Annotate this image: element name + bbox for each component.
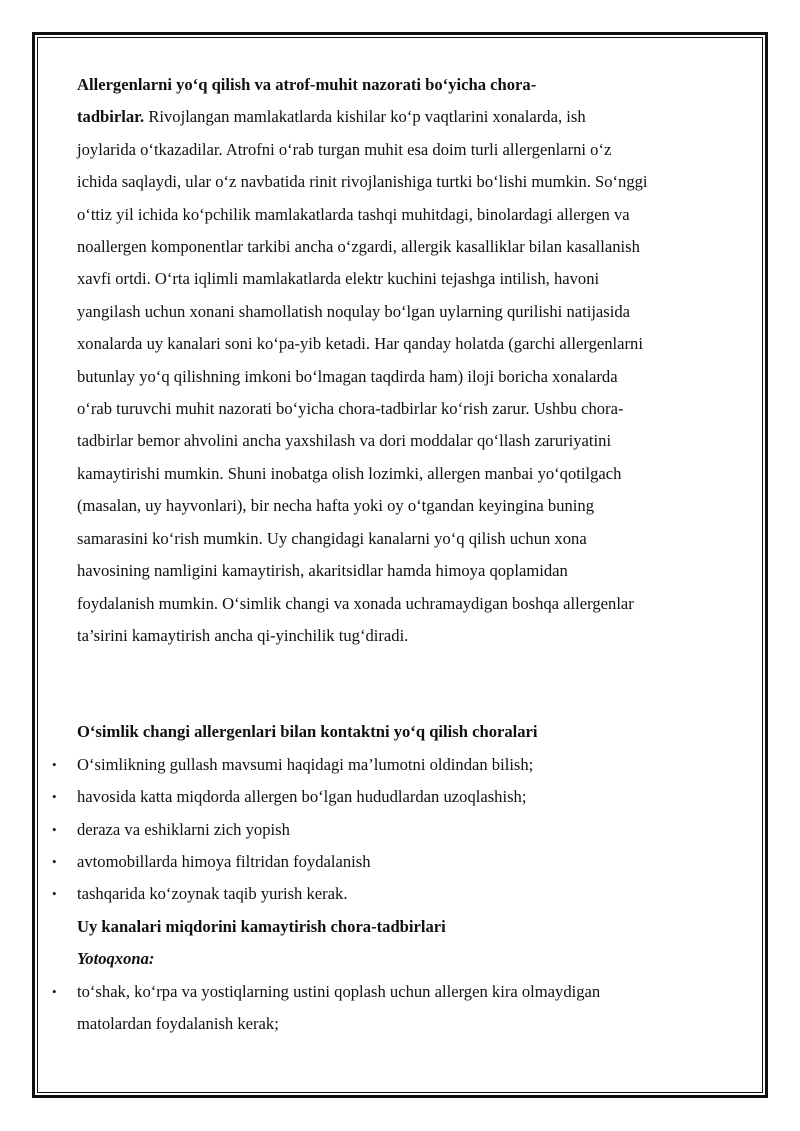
para-line: kamaytirishi mumkin. Shuni inobatga olish lozimki, allergen manbai yo‘qotilgach: [77, 463, 622, 483]
list-item-text-line: matolardan foydalanish kerak;: [77, 1013, 279, 1033]
para-line: o‘rab turuvchi muhit nazorati bo‘yicha chora-tadbirlar ko‘rish zarur. Ushbu chora-: [77, 399, 624, 419]
para-line: Rivojlangan mamlakatlarda kishilar ko‘p vaqtlarini xonalarda, ish: [148, 107, 586, 127]
list-item: [52, 814, 722, 846]
section3-subheading: Yotoqxona:: [77, 949, 155, 969]
list-item-text-line: to‘shak, ko‘rpa va yostiqlarning ustini qoplash uchun allergen kira olmaydigan: [77, 981, 601, 1001]
para-line: xavfi ortdi. O‘rta iqlimli mamlakatlarda elektr kuchini tejashga intilish, havoni: [77, 269, 600, 289]
section3-heading: Uy kanalari miqdorini kamaytirish chora-tadbirlari: [77, 916, 446, 936]
para-line: samarasini ko‘rish mumkin. Uy changidagi kanalarni yo‘q qilish uchun xona: [77, 528, 587, 548]
list-item: [52, 781, 722, 813]
section1-paragraph: [77, 69, 722, 652]
para-line: tadbirlar bemor ahvolini ancha yaxshilash va dori moddalar qo‘llash zaruriyatini: [77, 431, 612, 451]
dust-mite-measures-list: [52, 976, 722, 1041]
list-item: [52, 878, 722, 910]
list-item-text: avtomobillarda himoya filtridan foydalanish: [77, 851, 371, 871]
bullet-icon: •: [52, 853, 57, 869]
bullet-icon: •: [52, 886, 57, 902]
list-item-text: tashqarida ko‘zoynak taqib yurish kerak.: [77, 884, 348, 904]
para-line: ichida saqlaydi, ular o‘z navbatida rinit rivojlanishiga turtki bo‘lishi mumkin. So‘nggi: [77, 172, 648, 192]
para-line: xonalarda uy kanalari soni ko‘pa-yib ketadi. Har qanday holatda (garchi allergenlarni: [77, 334, 643, 354]
para-line: (masalan, uy hayvonlari), bir necha hafta yoki oy o‘tgandan keyingina buning: [77, 496, 595, 516]
document-body: [52, 69, 722, 1040]
list-item: [52, 846, 722, 878]
para-line: butunlay yo‘q qilishning imkoni bo‘lmagan taqdirda ham) iloji boricha xonalarda: [77, 366, 618, 386]
section-spacer: [77, 652, 722, 716]
section2-heading: O‘simlik changi allergenlari bilan kontaktni yo‘q qilish choralari: [77, 722, 538, 742]
para-line: o‘ttiz yil ichida ko‘pchilik mamlakatlarda tashqi muhitdagi, binolardagi allergen va: [77, 204, 630, 224]
list-item-text: O‘simlikning gullash mavsumi haqidagi ma’lumotni oldindan bilish;: [77, 754, 534, 774]
para-line: yangilash uchun xonani shamollatish noqulay bo‘lgan uylarning qurilishi natijasida: [77, 301, 631, 321]
section1-heading-line1: Allergenlarni yo‘q qilish va atrof-muhit nazorati bo‘yicha chora-: [77, 75, 537, 94]
para-line: foydalanish mumkin. O‘simlik changi va xonada uchramaydigan boshqa allergenlar: [77, 593, 634, 613]
para-line: havosining namligini kamaytirish, akaritsidlar hamda himoya qoplamidan: [77, 561, 568, 581]
bullet-icon: •: [52, 821, 57, 837]
bullet-icon: •: [52, 983, 57, 999]
list-item-text: deraza va eshiklarni zich yopish: [77, 819, 290, 839]
list-item-text: havosida katta miqdorda allergen bo‘lgan hududlardan uzoqlashish;: [77, 787, 527, 807]
list-item: [52, 749, 722, 781]
para-line: noallergen komponentlar tarkibi ancha o‘zgardi, allergik kasalliklar bilan kasallanish: [77, 237, 640, 257]
list-item: [52, 976, 722, 1041]
bullet-icon: •: [52, 789, 57, 805]
plant-pollen-measures-list: [52, 749, 722, 911]
para-line: joylarida o‘tkazadilar. Atrofni o‘rab turgan muhit esa doim turli allergenlarni o‘z: [77, 139, 612, 159]
section1-heading-line2: tadbirlar.: [77, 107, 145, 127]
bullet-icon: •: [52, 756, 57, 772]
para-line: ta’sirini kamaytirish ancha qi-yinchilik tug‘diradi.: [77, 625, 409, 645]
